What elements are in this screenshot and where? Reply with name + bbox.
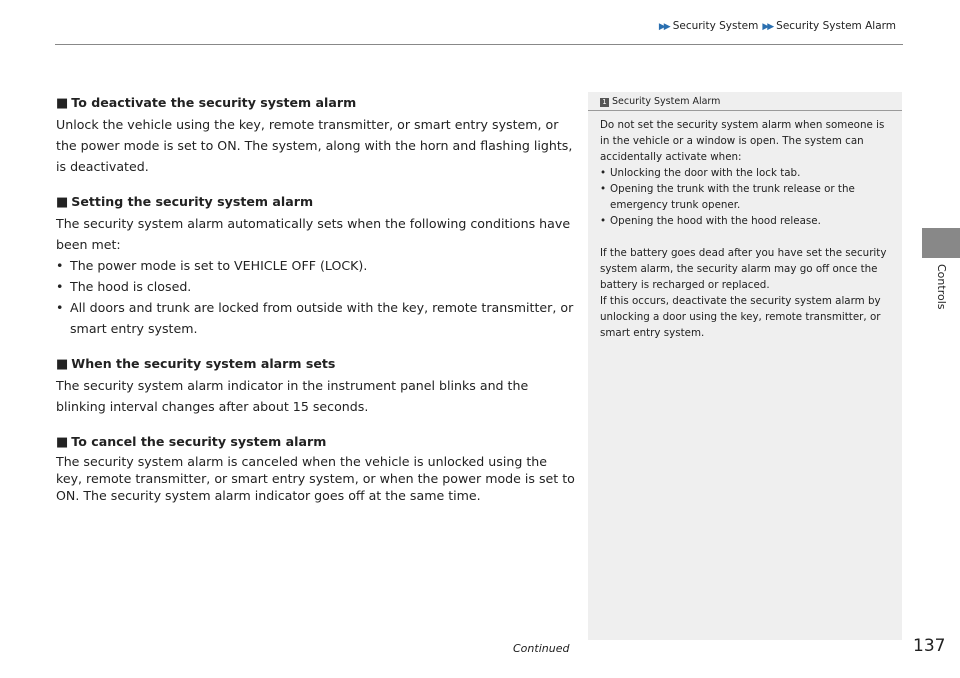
sidebar-intro: Do not set the security system alarm when someone is in the vehicle or a window is open. The system can accidentally activate when: [600,119,885,163]
bullet-icon: • [56,279,64,294]
breadcrumb [659,20,900,32]
section-cancel [56,431,576,504]
section-heading: ■ When the security system alarm sets [56,356,336,372]
section-body: The security system alarm indicator in the instrument panel blinks and the blinking interval changes after about 15 seconds. [56,378,529,414]
section-body: The security system alarm automatically sets when the following conditions have been met: [56,216,571,252]
square-bullet-icon: ■ [56,195,69,210]
section-body: Unlock the vehicle using the key, remote transmitter, or smart entry system, or the power mode is set to ON. The system, along with the horn and flashing lights, is deactivated. [56,117,573,174]
section-heading: ■ Setting the security system alarm [56,194,314,210]
section-setting [56,191,576,339]
list-item: • All doors and trunk are locked from outside with the key, remote transmitter, or smart entry system. [56,297,576,339]
spacer [600,229,892,245]
list-item: • The power mode is set to VEHICLE OFF (LOCK). [56,255,576,276]
bullet-icon: • [600,183,607,195]
section-heading: ■ To deactivate the security system alarm [56,95,357,111]
bullet-icon: • [600,167,607,179]
square-bullet-icon: ■ [56,357,69,372]
breadcrumb-item[interactable]: Security System Alarm [776,20,896,32]
sidebar-body [588,111,902,341]
section-deactivate [56,92,576,177]
section-alarm-sets [56,353,576,417]
square-bullet-icon: ■ [56,435,69,450]
page-number: 137 [913,636,946,656]
sidebar-paragraph: If the battery goes dead after you have set the security system alarm, the security alarm may go off once the battery is recharged or replaced. [600,247,887,291]
continued-label: Continued [513,642,570,655]
breadcrumb-item[interactable]: Security System [672,20,759,32]
reference-icon: 1 [600,98,609,107]
sidebar-title: 1 Security System Alarm [588,92,902,111]
section-body: The security system alarm is canceled when the vehicle is unlocked using the key, remote transmitter, or smart entry system, or when the power mode is set to ON. The security system alarm indicator goes off at the same time. [56,454,575,503]
sidebar-note [588,92,902,640]
chapter-tab [922,228,960,258]
section-heading: ■ To cancel the security system alarm [56,434,327,450]
list-item: • The hood is closed. [56,276,576,297]
header-divider [55,44,903,45]
bullet-icon: • [56,258,64,273]
bullet-icon: • [56,300,64,315]
breadcrumb-arrow-icon: ▶▶ [658,22,669,32]
conditions-list [56,255,576,339]
square-bullet-icon: ■ [56,96,69,111]
breadcrumb-arrow-icon: ▶▶ [762,22,773,32]
sidebar-list [600,165,892,229]
bullet-icon: • [600,215,607,227]
list-item: • Opening the hood with the hood release. [600,215,821,227]
sidebar-paragraph: If this occurs, deactivate the security system alarm by unlocking a door using the key, remote transmitter, or smart entry system. [600,295,881,339]
list-item: • Unlocking the door with the lock tab. [600,167,801,179]
main-content [56,92,576,518]
chapter-label: Controls [935,264,948,310]
list-item: • Opening the trunk with the trunk release or the emergency trunk opener. [600,183,855,211]
